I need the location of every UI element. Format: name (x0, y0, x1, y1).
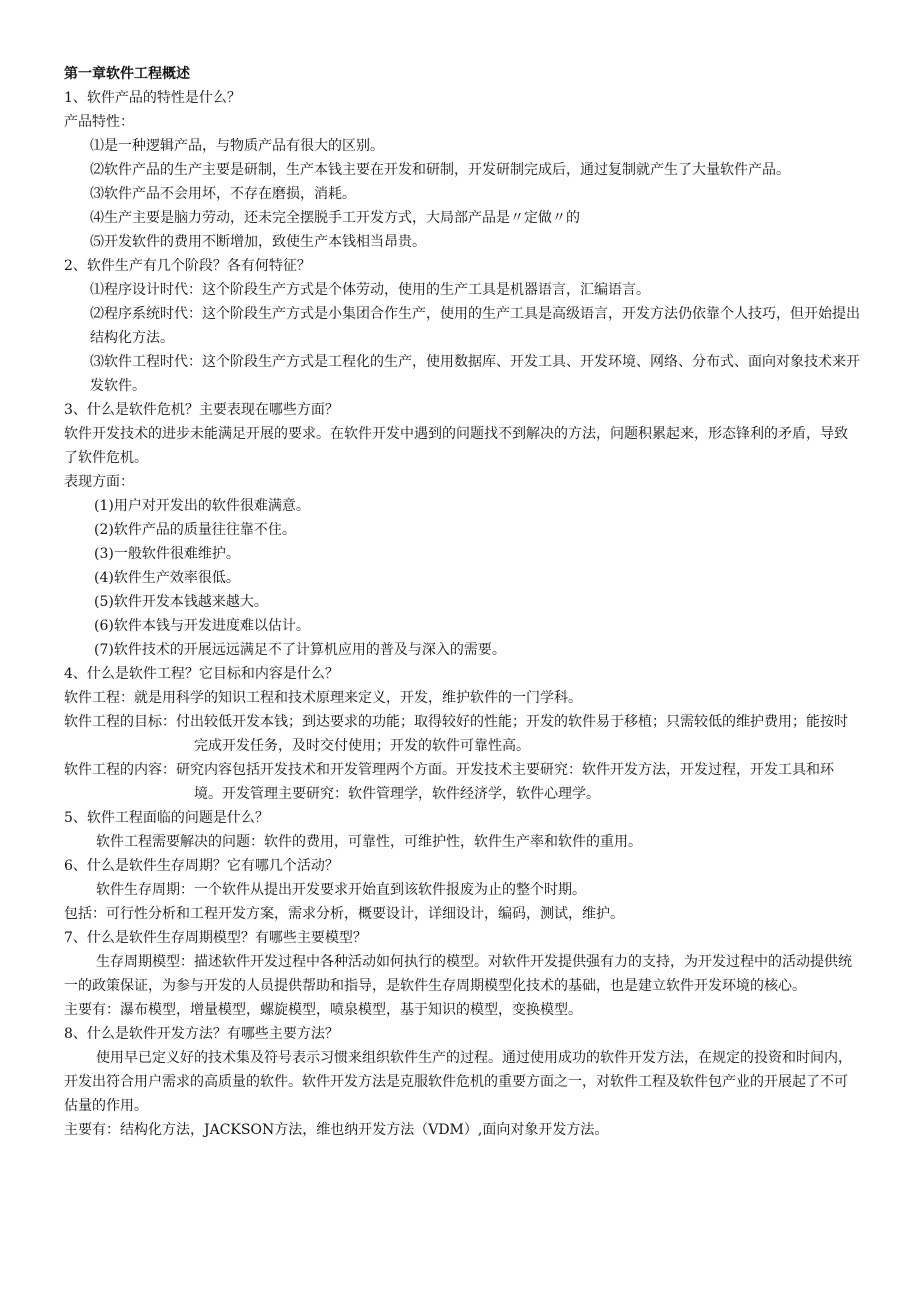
question-8: 8、什么是软件开发方法？有哪些主要方法？ (64, 1026, 339, 1042)
q3-item-2: (2)软件产品的质量往往靠不住。 (94, 522, 296, 538)
q3-item-7: (7)软件技术的开展远远满足不了计算机应用的普及与深入的需要。 (94, 642, 506, 658)
q8-answer: 使用早已定义好的技术集及符号表示习惯来组织软件生产的过程。通过使用成功的软件开发方法，在规定的投资和时间内，开发出符合用户需求的高质量的软件。软件开发方法是克服软件危机的重要方面之一，对软件工程及软件包产业的开展起了不可估量的作用。 (64, 1050, 852, 1114)
question-1: 1、软件产品的特性是什么？ (64, 90, 241, 106)
q1-item-4: ⑷生产主要是脑力劳动，还未完全摆脱手工开发方式，大局部产品是〃定做〃的 (90, 210, 580, 226)
q1-item-5: ⑸开发软件的费用不断增加，致使生产本钱相当昂贵。 (90, 234, 426, 250)
chapter-title: 第一章软件工程概述 (64, 66, 190, 82)
q2-item-3: ⑶软件工程时代：这个阶段生产方式是工程化的生产，使用数据库、开发工具、开发环境、网络、分布式、面向对象技术来开发软件。 (90, 354, 860, 394)
question-5: 5、软件工程面临的问题是什么？ (64, 810, 269, 826)
q3-item-5: (5)软件开发本钱越来越大。 (94, 594, 268, 610)
q8-main: 主要有：结构化方法，JACKSON方法，维也纳开发方法（VDM）,面向对象开发方法。 (64, 1122, 609, 1138)
question-3: 3、什么是软件危机？主要表现在哪些方面？ (64, 402, 339, 418)
document-body (64, 62, 860, 1142)
q1-item-2: ⑵软件产品的生产主要是研制，生产本钱主要在开发和研制，开发研制完成后，通过复制就产生了大量软件产品。 (90, 162, 790, 178)
q3-answer: 软件开发技术的进步未能满足开展的要求。在软件开发中遇到的问题找不到解决的方法，问题积累起来，形态锋利的矛盾，导致了软件危机。 (64, 426, 848, 466)
q3-item-4: (4)软件生产效率很低。 (94, 570, 240, 586)
q4-content: 软件工程的内容：研究内容包括开发技术和开发管理两个方面。开发技术主要研究：软件开发方法，开发过程，开发工具和环境。开发管理主要研究：软件管理学，软件经济学，软件心理学。 (64, 762, 834, 802)
question-4: 4、什么是软件工程？它目标和内容是什么？ (64, 666, 339, 682)
q7-answer: 生存周期模型：描述软件开发过程中各种活动如何执行的模型。对软件开发提供强有力的支持，为开发过程中的活动提供统一的政策保证，为参与开发的人员提供帮助和指导，是软件生存周期模型化技术的基础，也是建立软件开发环境的核心。 (64, 954, 852, 994)
q2-item-2: ⑵程序系统时代：这个阶段生产方式是小集团合作生产，使用的生产工具是高级语言，开发方法仍依靠个人技巧，但开始提出结构化方法。 (90, 306, 860, 346)
q3-item-6: (6)软件本钱与开发进度难以估计。 (94, 618, 310, 634)
q3-item-3: (3)一般软件很难维护。 (94, 546, 240, 562)
q1-label: 产品特性： (64, 114, 134, 130)
question-2: 2、软件生产有几个阶段？各有何特征？ (64, 258, 311, 274)
q4-goal: 软件工程的目标：付出较低开发本钱；到达要求的功能；取得较好的性能；开发的软件易于移植；只需较低的维护费用；能按时完成开发任务，及时交付使用；开发的软件可靠性高。 (64, 714, 848, 754)
q6-includes: 包括：可行性分析和工程开发方案，需求分析，概要设计，详细设计，编码，测试，维护。 (64, 906, 624, 922)
question-6: 6、什么是软件生存周期？它有哪几个活动？ (64, 858, 339, 874)
q3-item-1: (1)用户对开发出的软件很难满意。 (94, 498, 310, 514)
q1-item-1: ⑴是一种逻辑产品，与物质产品有很大的区别。 (90, 138, 384, 154)
q4-definition: 软件工程：就是用科学的知识工程和技术原理来定义，开发，维护软件的一门学科。 (64, 690, 582, 706)
q2-item-1: ⑴程序设计时代：这个阶段生产方式是个体劳动，使用的生产工具是机器语言，汇编语言。 (90, 282, 650, 298)
q1-item-3: ⑶软件产品不会用坏，不存在磨损，消耗。 (90, 186, 356, 202)
q5-answer: 软件工程需要解决的问题：软件的费用，可靠性，可维护性，软件生产率和软件的重用。 (96, 834, 642, 850)
question-7: 7、什么是软件生存周期模型？有哪些主要模型？ (64, 930, 367, 946)
q6-answer: 软件生存周期：一个软件从提出开发要求开始直到该软件报废为止的整个时期。 (96, 882, 586, 898)
q3-label: 表现方面： (64, 474, 134, 490)
q7-main: 主要有：瀑布模型，增量模型，螺旋模型，喷泉模型，基于知识的模型，变换模型。 (64, 1002, 582, 1018)
